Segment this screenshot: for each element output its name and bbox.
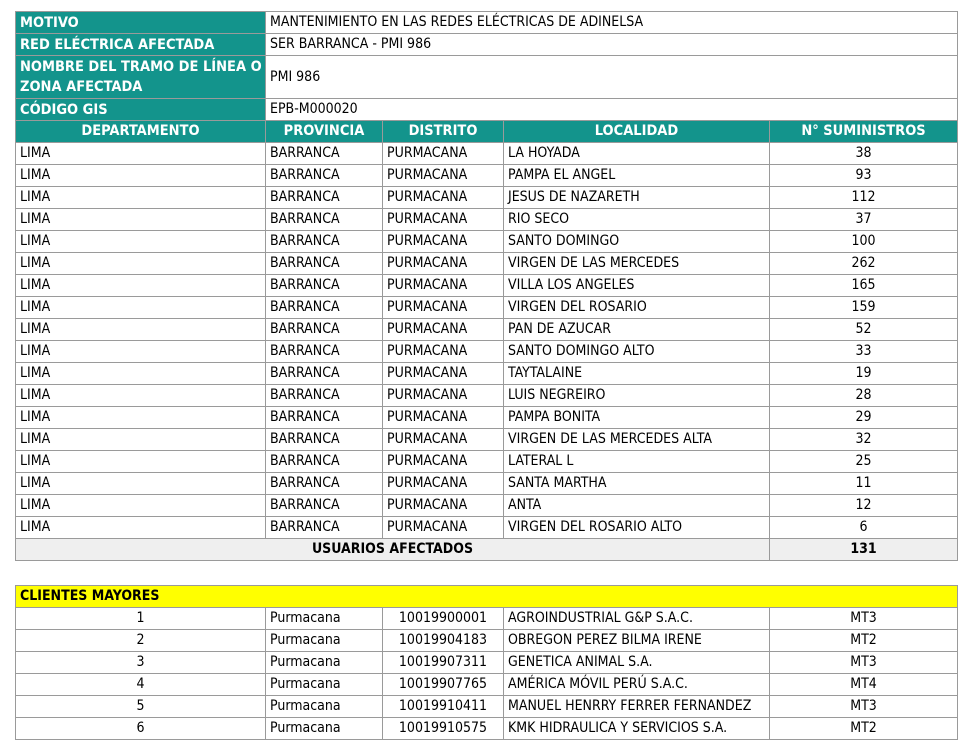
cliente-row-cell: 10019910411	[383, 696, 504, 718]
table-row-cell: LIMA	[16, 341, 266, 363]
table-row-cell: BARRANCA	[266, 297, 383, 319]
table-row-cell: PURMACANA	[383, 451, 504, 473]
table-row-cell: LIMA	[16, 407, 266, 429]
table-row	[16, 473, 958, 495]
table-row-cell: BARRANCA	[266, 429, 383, 451]
table-row-cell: VILLA LOS ANGELES	[504, 275, 770, 297]
clientes-title: CLIENTES MAYORES	[16, 586, 958, 608]
cliente-row-cell: OBREGON PEREZ BILMA IRENE	[504, 630, 770, 652]
tramo-value: PMI 986	[266, 56, 958, 99]
table-row-cell: BARRANCA	[266, 143, 383, 165]
cliente-row-cell: 3	[16, 652, 266, 674]
table-row-cell: BARRANCA	[266, 385, 383, 407]
cliente-row	[16, 608, 958, 630]
table-row-cell: 165	[770, 275, 958, 297]
header-suministros: N° SUMINISTROS	[770, 121, 958, 143]
tramo-row	[16, 56, 958, 99]
table-row-cell: 6	[770, 517, 958, 539]
cliente-row-cell: 10019907765	[383, 674, 504, 696]
gis-label: CÓDIGO GIS	[16, 99, 266, 121]
table-row-cell: LA HOYADA	[504, 143, 770, 165]
column-header-row	[16, 121, 958, 143]
table-row-cell: LIMA	[16, 451, 266, 473]
table-row-cell: BARRANCA	[266, 495, 383, 517]
cliente-row-cell: GENETICA ANIMAL S.A.	[504, 652, 770, 674]
total-label: USUARIOS AFECTADOS	[16, 539, 770, 561]
table-row-cell: LIMA	[16, 209, 266, 231]
table-row-cell: PURMACANA	[383, 407, 504, 429]
header-provincia: PROVINCIA	[266, 121, 383, 143]
table-row-cell: PAMPA BONITA	[504, 407, 770, 429]
tramo-label-line1: NOMBRE DEL TRAMO DE LÍNEA O	[20, 59, 262, 75]
table-row-cell: BARRANCA	[266, 517, 383, 539]
table-row-cell: PURMACANA	[383, 253, 504, 275]
table-row-cell: LIMA	[16, 297, 266, 319]
table-row	[16, 231, 958, 253]
table-row-cell: LIMA	[16, 517, 266, 539]
cliente-row-cell: MT3	[770, 652, 958, 674]
table-row-cell: BARRANCA	[266, 341, 383, 363]
table-row-cell: BARRANCA	[266, 165, 383, 187]
table-row-cell: RIO SECO	[504, 209, 770, 231]
table-row-cell: BARRANCA	[266, 231, 383, 253]
afectacion-table	[15, 11, 958, 561]
table-row-cell: PURMACANA	[383, 187, 504, 209]
cliente-row	[16, 630, 958, 652]
table-row-cell: PURMACANA	[383, 275, 504, 297]
table-row-cell: BARRANCA	[266, 407, 383, 429]
table-row-cell: PURMACANA	[383, 143, 504, 165]
gis-row	[16, 99, 958, 121]
table-row-cell: LIMA	[16, 275, 266, 297]
cliente-row	[16, 674, 958, 696]
table-row	[16, 407, 958, 429]
table-row-cell: SANTA MARTHA	[504, 473, 770, 495]
table-row-cell: LIMA	[16, 363, 266, 385]
table-row-cell: LIMA	[16, 473, 266, 495]
cliente-row-cell: Purmacana	[266, 630, 383, 652]
table-row-cell: 93	[770, 165, 958, 187]
table-row-cell: VIRGEN DEL ROSARIO	[504, 297, 770, 319]
clientes-title-row	[16, 586, 958, 608]
cliente-row-cell: Purmacana	[266, 696, 383, 718]
cliente-row-cell: 1	[16, 608, 266, 630]
table-row-cell: LATERAL L	[504, 451, 770, 473]
table-row-cell: PURMACANA	[383, 341, 504, 363]
table-row-cell: JESUS DE NAZARETH	[504, 187, 770, 209]
table-row-cell: PAMPA EL ANGEL	[504, 165, 770, 187]
table-row-cell: SANTO DOMINGO ALTO	[504, 341, 770, 363]
table-row	[16, 253, 958, 275]
table-row-cell: BARRANCA	[266, 253, 383, 275]
table-row	[16, 517, 958, 539]
table-row-cell: PURMACANA	[383, 385, 504, 407]
table-row	[16, 297, 958, 319]
table-row-cell: ANTA	[504, 495, 770, 517]
motivo-label: MOTIVO	[16, 12, 266, 34]
cliente-row-cell: 10019907311	[383, 652, 504, 674]
cliente-row-cell: 10019910575	[383, 718, 504, 740]
red-row	[16, 34, 958, 56]
table-row-cell: PURMACANA	[383, 363, 504, 385]
table-row-cell: 33	[770, 341, 958, 363]
table-row	[16, 451, 958, 473]
table-row-cell: PURMACANA	[383, 319, 504, 341]
table-row-cell: VIRGEN DE LAS MERCEDES ALTA	[504, 429, 770, 451]
table-row	[16, 165, 958, 187]
table-row-cell: PURMACANA	[383, 429, 504, 451]
header-departamento: DEPARTAMENTO	[16, 121, 266, 143]
table-row-cell: 19	[770, 363, 958, 385]
table-row-cell: PURMACANA	[383, 473, 504, 495]
red-value: SER BARRANCA - PMI 986	[266, 34, 958, 56]
table-row-cell: VIRGEN DE LAS MERCEDES	[504, 253, 770, 275]
table-row-cell: 52	[770, 319, 958, 341]
table-row-cell: 159	[770, 297, 958, 319]
clientes-mayores-table	[15, 585, 958, 740]
table-row-cell: PURMACANA	[383, 209, 504, 231]
table-row	[16, 495, 958, 517]
cliente-row	[16, 696, 958, 718]
table-row-cell: PURMACANA	[383, 165, 504, 187]
cliente-row-cell: 2	[16, 630, 266, 652]
table-row-cell: LIMA	[16, 231, 266, 253]
table-row-cell: LIMA	[16, 429, 266, 451]
gis-value: EPB-M000020	[266, 99, 958, 121]
cliente-row-cell: MT4	[770, 674, 958, 696]
table-row-cell: TAYTALAINE	[504, 363, 770, 385]
cliente-row-cell: KMK HIDRAULICA Y SERVICIOS S.A.	[504, 718, 770, 740]
table-row-cell: LUIS NEGREIRO	[504, 385, 770, 407]
table-row-cell: VIRGEN DEL ROSARIO ALTO	[504, 517, 770, 539]
tramo-label-line2: ZONA AFECTADA	[20, 79, 143, 95]
table-row	[16, 143, 958, 165]
table-row-cell: LIMA	[16, 385, 266, 407]
table-row	[16, 187, 958, 209]
total-row	[16, 539, 958, 561]
cliente-row-cell: MT2	[770, 630, 958, 652]
table-row-cell: PURMACANA	[383, 517, 504, 539]
table-row	[16, 429, 958, 451]
table-row-cell: PURMACANA	[383, 495, 504, 517]
table-row	[16, 385, 958, 407]
table-row-cell: LIMA	[16, 495, 266, 517]
cliente-row-cell: 4	[16, 674, 266, 696]
header-localidad: LOCALIDAD	[504, 121, 770, 143]
table-row-cell: 37	[770, 209, 958, 231]
table-row-cell: LIMA	[16, 165, 266, 187]
table-row-cell: 100	[770, 231, 958, 253]
table-row	[16, 275, 958, 297]
table-row-cell: BARRANCA	[266, 363, 383, 385]
motivo-value: MANTENIMIENTO EN LAS REDES ELÉCTRICAS DE ADINELSA	[266, 12, 958, 34]
cliente-row-cell: 6	[16, 718, 266, 740]
motivo-row	[16, 12, 958, 34]
table-row-cell: BARRANCA	[266, 275, 383, 297]
table-row-cell: 29	[770, 407, 958, 429]
cliente-row-cell: Purmacana	[266, 652, 383, 674]
cliente-row	[16, 718, 958, 740]
cliente-row-cell: AMÉRICA MÓVIL PERÚ S.A.C.	[504, 674, 770, 696]
cliente-row-cell: MANUEL HENRRY FERRER FERNANDEZ	[504, 696, 770, 718]
red-label: RED ELÉCTRICA AFECTADA	[16, 34, 266, 56]
table-row-cell: 38	[770, 143, 958, 165]
table-row	[16, 363, 958, 385]
table-row-cell: LIMA	[16, 143, 266, 165]
table-row-cell: LIMA	[16, 187, 266, 209]
cliente-row	[16, 652, 958, 674]
table-row-cell: BARRANCA	[266, 319, 383, 341]
tramo-label	[16, 56, 266, 99]
cliente-row-cell: MT3	[770, 696, 958, 718]
table-row-cell: 112	[770, 187, 958, 209]
table-row-cell: 25	[770, 451, 958, 473]
cliente-row-cell: MT2	[770, 718, 958, 740]
table-row-cell: SANTO DOMINGO	[504, 231, 770, 253]
table-row-cell: BARRANCA	[266, 451, 383, 473]
cliente-row-cell: 10019900001	[383, 608, 504, 630]
table-row-cell: BARRANCA	[266, 209, 383, 231]
table-row-cell: 11	[770, 473, 958, 495]
cliente-row-cell: Purmacana	[266, 608, 383, 630]
total-value: 131	[770, 539, 958, 561]
table-row-cell: LIMA	[16, 253, 266, 275]
table-row-cell: PURMACANA	[383, 231, 504, 253]
cliente-row-cell: Purmacana	[266, 674, 383, 696]
table-row	[16, 209, 958, 231]
header-distrito: DISTRITO	[383, 121, 504, 143]
cliente-row-cell: 10019904183	[383, 630, 504, 652]
table-row-cell: BARRANCA	[266, 187, 383, 209]
cliente-row-cell: 5	[16, 696, 266, 718]
cliente-row-cell: AGROINDUSTRIAL G&P S.A.C.	[504, 608, 770, 630]
table-row	[16, 319, 958, 341]
table-row-cell: 32	[770, 429, 958, 451]
table-row-cell: 262	[770, 253, 958, 275]
table-row-cell: BARRANCA	[266, 473, 383, 495]
table-row-cell: PAN DE AZUCAR	[504, 319, 770, 341]
table-row-cell: LIMA	[16, 319, 266, 341]
table-row-cell: 12	[770, 495, 958, 517]
cliente-row-cell: MT3	[770, 608, 958, 630]
table-row-cell: PURMACANA	[383, 297, 504, 319]
cliente-row-cell: Purmacana	[266, 718, 383, 740]
table-row-cell: 28	[770, 385, 958, 407]
table-row	[16, 341, 958, 363]
